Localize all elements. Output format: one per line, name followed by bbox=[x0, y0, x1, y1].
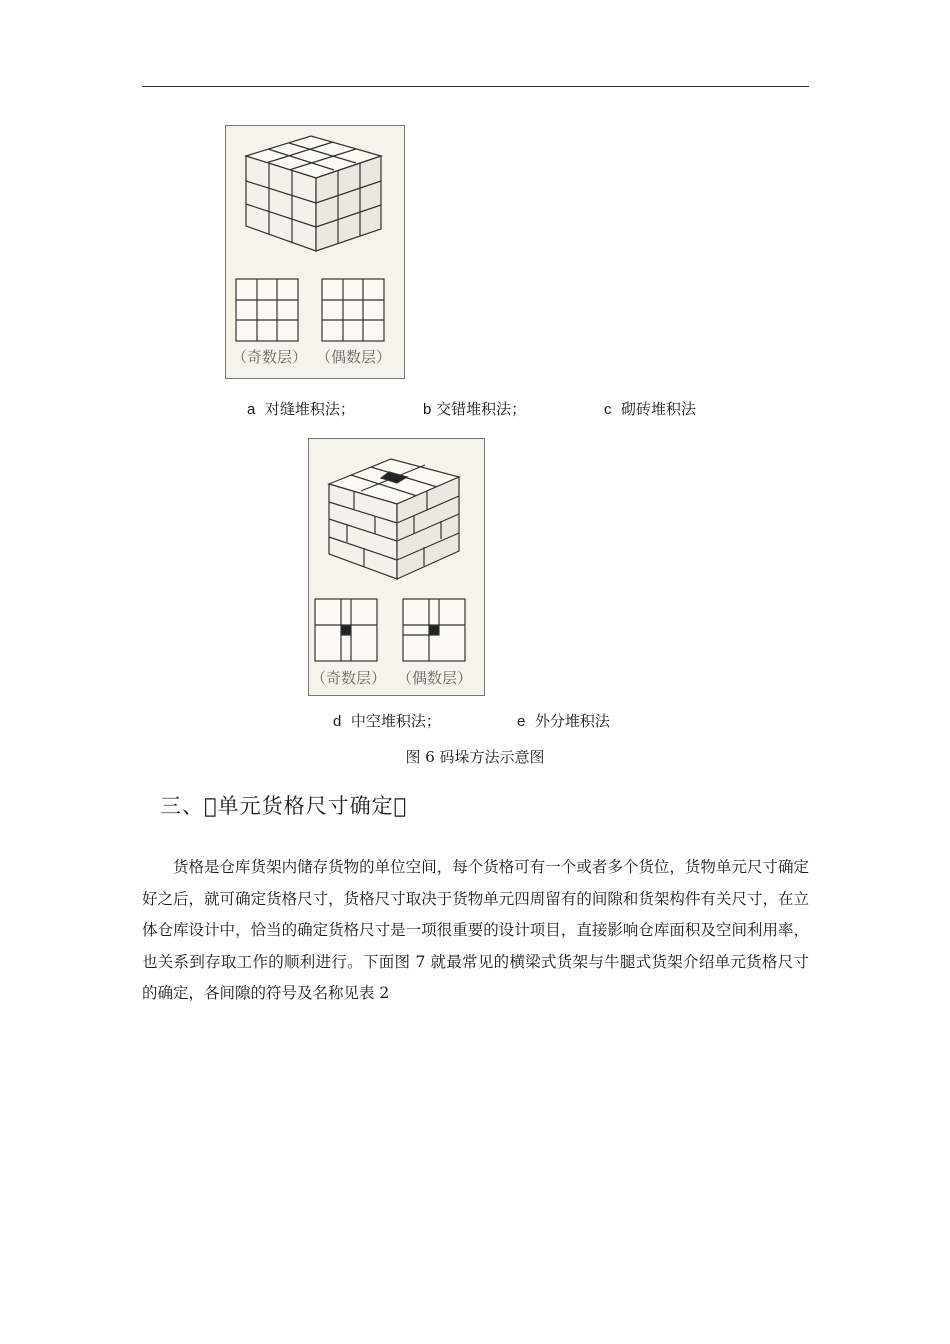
odd-layer-label-top: （奇数层） bbox=[232, 348, 308, 366]
caption-e-text: 外分堆积法 bbox=[534, 712, 610, 730]
figure-title: 图 6 码垛方法示意图 bbox=[405, 748, 545, 766]
caption-row-abc bbox=[0, 398, 950, 420]
figure-panel-bottom bbox=[308, 438, 485, 696]
even-layer-label-top: （偶数层） bbox=[316, 348, 392, 366]
stacking-cube-illustration-bottom bbox=[309, 439, 484, 695]
section-heading: 三、 单元货格尺寸确定  bbox=[160, 794, 408, 818]
caption-row-de bbox=[0, 710, 950, 732]
header-rule bbox=[142, 86, 809, 87]
caption-c bbox=[604, 398, 696, 419]
caption-b-text: 交错堆积法； bbox=[436, 400, 527, 418]
caption-d-letter: d bbox=[333, 713, 342, 730]
caption-c-text: 砌砖堆积法 bbox=[621, 400, 697, 418]
caption-d bbox=[333, 710, 441, 731]
body-paragraph: 货格是仓库货架内储存货物的单位空间，每个货格可有一个或者多个货位，货物单元尺寸确定好之后，就可确定货格尺寸，货格尺寸取决于货物单元四周留有的间隙和货架构件有关尺寸，在立体仓库设计中，恰当的确定货格尺寸是一项很重要的设计项目，直接影响仓库面积及空间利用率，也关系到存取工作的顺利进行。下面图 7 就最常见的横梁式货架与牛腿式货架介绍单元货格尺寸的确定，各间隙的符号及名称见表 2 bbox=[142, 858, 809, 1002]
caption-a-text: 对缝堆积法； bbox=[264, 400, 355, 418]
figure-panel-top bbox=[225, 125, 405, 379]
caption-d-text: 中空堆积法； bbox=[350, 712, 441, 730]
odd-layer-label-bottom: （奇数层） bbox=[311, 669, 387, 687]
caption-e-letter: e bbox=[517, 713, 526, 730]
caption-c-letter: c bbox=[604, 401, 612, 418]
caption-a-letter: a bbox=[247, 401, 256, 418]
stacking-cube-illustration-top bbox=[226, 126, 404, 378]
caption-a bbox=[247, 398, 355, 419]
caption-e bbox=[517, 710, 610, 731]
caption-b bbox=[423, 398, 526, 419]
caption-b-letter: b bbox=[423, 401, 432, 418]
even-layer-label-bottom: （偶数层） bbox=[397, 669, 473, 687]
